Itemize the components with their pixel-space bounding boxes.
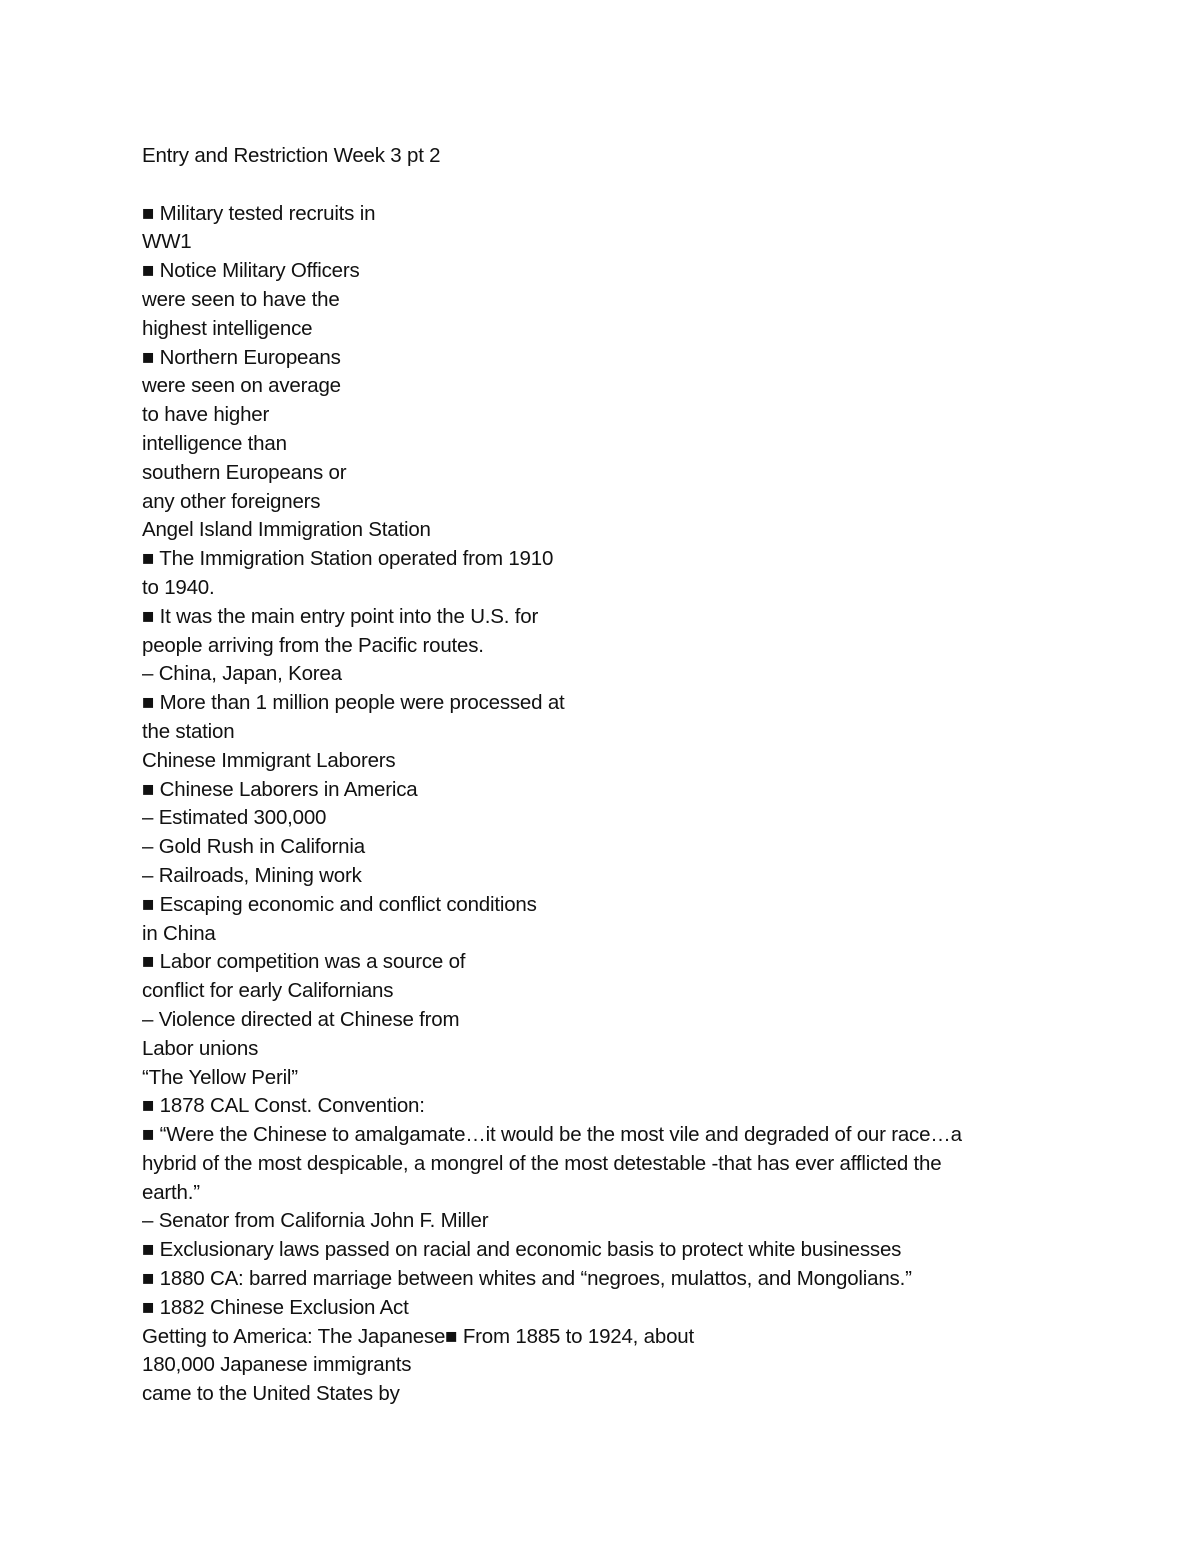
- text-line: WW1: [142, 230, 192, 254]
- text-line: southern Europeans or: [142, 460, 347, 484]
- text-line: – Railroads, Mining work: [142, 863, 362, 887]
- text-line: intelligence than: [142, 431, 287, 455]
- text-line: hybrid of the most despicable, a mongrel of the most detestable -that has ever afflicted the: [142, 1151, 942, 1175]
- text-line: ■ Notice Military Officers: [142, 259, 360, 283]
- text-line: ■ It was the main entry point into the U.S. for: [142, 604, 539, 628]
- text-line: ■ 1882 Chinese Exclusion Act: [142, 1295, 409, 1319]
- text-line: – Senator from California John F. Miller: [142, 1209, 489, 1233]
- section-heading: Getting to America: The Japanese■ From 1885 to 1924, about: [142, 1324, 694, 1348]
- text-line: – China, Japan, Korea: [142, 662, 342, 686]
- text-line: ■ Northern Europeans: [142, 345, 341, 369]
- text-line: conflict for early Californians: [142, 979, 394, 1003]
- section-heading: “The Yellow Peril”: [142, 1065, 298, 1089]
- text-line: highest intelligence: [142, 316, 313, 340]
- text-line: ■ Escaping economic and conflict conditions: [142, 892, 537, 916]
- section-heading: Angel Island Immigration Station: [142, 518, 431, 542]
- document-body: [142, 142, 1042, 1409]
- text-line: ■ Chinese Laborers in America: [142, 777, 418, 801]
- document-lines: [142, 200, 1042, 1409]
- text-line: – Estimated 300,000: [142, 806, 327, 830]
- text-line: ■ Military tested recruits in: [142, 201, 376, 225]
- text-line: 180,000 Japanese immigrants: [142, 1353, 412, 1377]
- text-line: ■ The Immigration Station operated from 1910: [142, 547, 554, 571]
- text-line: ■ 1878 CAL Const. Convention:: [142, 1094, 425, 1118]
- text-line: ■ 1880 CA: barred marriage between whites and “negroes, mulattos, and Mongolians.”: [142, 1267, 912, 1291]
- text-line: ■ “Were the Chinese to amalgamate…it would be the most vile and degraded of our race…a: [142, 1123, 962, 1147]
- text-line: in China: [142, 921, 216, 945]
- text-line: the station: [142, 719, 235, 743]
- text-line: earth.”: [142, 1180, 200, 1204]
- text-line: were seen to have the: [142, 287, 340, 311]
- text-line: to 1940.: [142, 575, 215, 599]
- section-heading: Chinese Immigrant Laborers: [142, 748, 396, 772]
- text-line: any other foreigners: [142, 489, 321, 513]
- text-line: to have higher: [142, 403, 270, 427]
- text-line: – Gold Rush in California: [142, 835, 365, 859]
- text-line: were seen on average: [142, 374, 341, 398]
- text-line: came to the United States by: [142, 1382, 400, 1406]
- text-line: ■ More than 1 million people were processed at: [142, 691, 565, 715]
- text-line: Labor unions: [142, 1036, 259, 1060]
- text-line: – Violence directed at Chinese from: [142, 1007, 460, 1031]
- text-line: ■ Labor competition was a source of: [142, 950, 466, 974]
- text-line: people arriving from the Pacific routes.: [142, 633, 484, 657]
- text-line: ■ Exclusionary laws passed on racial and economic basis to protect white businesses: [142, 1238, 902, 1262]
- document-title: Entry and Restriction Week 3 pt 2: [142, 144, 441, 167]
